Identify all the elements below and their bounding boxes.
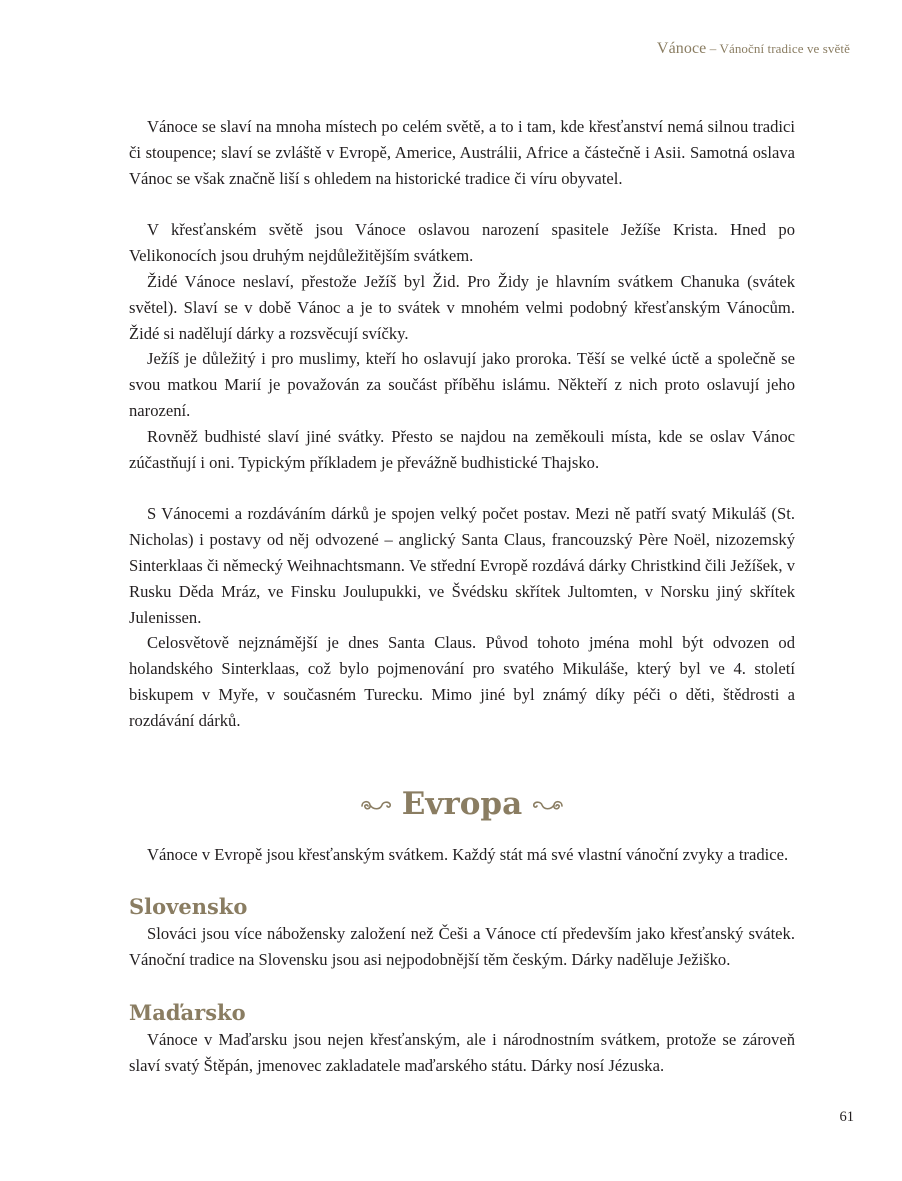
- paragraph: V křesťanském světě jsou Vánoce oslavou narození spasitele Ježíše Krista. Hned po Velikonocích jsou druhým nejdůležitějším svátkem.: [129, 220, 795, 266]
- page-content: [129, 114, 795, 1079]
- paragraph: Slováci jsou více nábožensky založení než Češi a Vánoce ctí především jako křesťanský svátek. Vánoční tradice na Slovensku jsou asi nejpodobnější těm českým. Dárky naděluje Ježiško.: [129, 924, 795, 970]
- section-heading-text: Evropa: [401, 785, 523, 822]
- paragraph: Židé Vánoce neslaví, přestože Ježíš byl Žid. Pro Židy je hlavním svátkem Chanuka (svátek světel). Slaví se v době Vánoc a je to svátek v mnohém velmi podobný křesťanským Vánocům. Židé si nadělují dárky a rozsvěcují svíčky.: [129, 271, 795, 343]
- ornament-right-icon: [530, 797, 564, 813]
- paragraph: Vánoce v Evropě jsou křesťanským svátkem. Každý stát má své vlastní vánoční zvyky a tradice.: [147, 844, 789, 864]
- sub-heading-madarsko: Maďarsko: [129, 999, 246, 1025]
- paragraph: Rovněž budhisté slaví jiné svátky. Přesto se najdou na zeměkouli místa, kde se oslav Vánoc zúčastňují i oni. Typickým příkladem je převážně budhistické Thajsko.: [129, 426, 795, 472]
- running-head-subtitle: – Vánoční tradice ve světě: [706, 41, 850, 56]
- paragraph: S Vánocemi a rozdáváním dárků je spojen velký počet postav. Mezi ně patří svatý Mikuláš (St. Nicholas) i postavy od něj odvozené – anglický Santa Claus, francouzský Père Noël, nizozemský Sinterklaas či německý Weihnachtsmann. Ve střední Evropě rozdává dárky Christkind čili Ježíšek, v Rusku Děda Mráz, ve Finsku Joulupukki, ve Švédsku skřítek Jultomten, v Norsku jiný skřítek Julenissen.: [129, 504, 795, 627]
- paragraph: Vánoce v Maďarsku jsou nejen křesťanským, ale i národnostním svátkem, protože se zároveň slaví svatý Štěpán, jmenovec zakladatele maďarského státu. Dárky nosí Jézuska.: [129, 1029, 795, 1075]
- paragraph: Vánoce se slaví na mnoha místech po celém světě, a to i tam, kde křesťanství nemá silnou tradici či stoupence; slaví se zvláště v Evropě, Americe, Austrálii, Africe a částečně i Asii. Samotná oslava Vánoc se však značně liší s ohledem na historické tradice či víru obyvatel.: [129, 117, 795, 188]
- paragraph-gap: [129, 475, 795, 501]
- paragraph: Ježíš je důležitý i pro muslimy, kteří ho oslavují jako proroka. Těší se velké úctě a společně se svou matkou Marií je považován za součást příběhu islámu. Někteří z nich proto oslavují jeho narození.: [129, 349, 795, 420]
- paragraph-gap: [129, 191, 795, 217]
- running-head: [657, 40, 850, 58]
- sub-heading-slovensko: Slovensko: [129, 894, 248, 920]
- section-heading-evropa: [129, 784, 795, 824]
- page-number: 61: [839, 1109, 854, 1125]
- paragraph: Celosvětově nejznámější je dnes Santa Claus. Původ tohoto jména mohl být odvozen od holandského Sinterklaas, což bylo pojmenování pro svatého Mikuláše, který byl ve 4. století biskupem v Myře, v současném Turecku. Mimo jiné byl známý díky péči o děti, štědrosti a rozdávání dárků.: [129, 633, 795, 730]
- running-head-title: Vánoce: [656, 40, 707, 57]
- ornament-left-icon: [360, 797, 394, 813]
